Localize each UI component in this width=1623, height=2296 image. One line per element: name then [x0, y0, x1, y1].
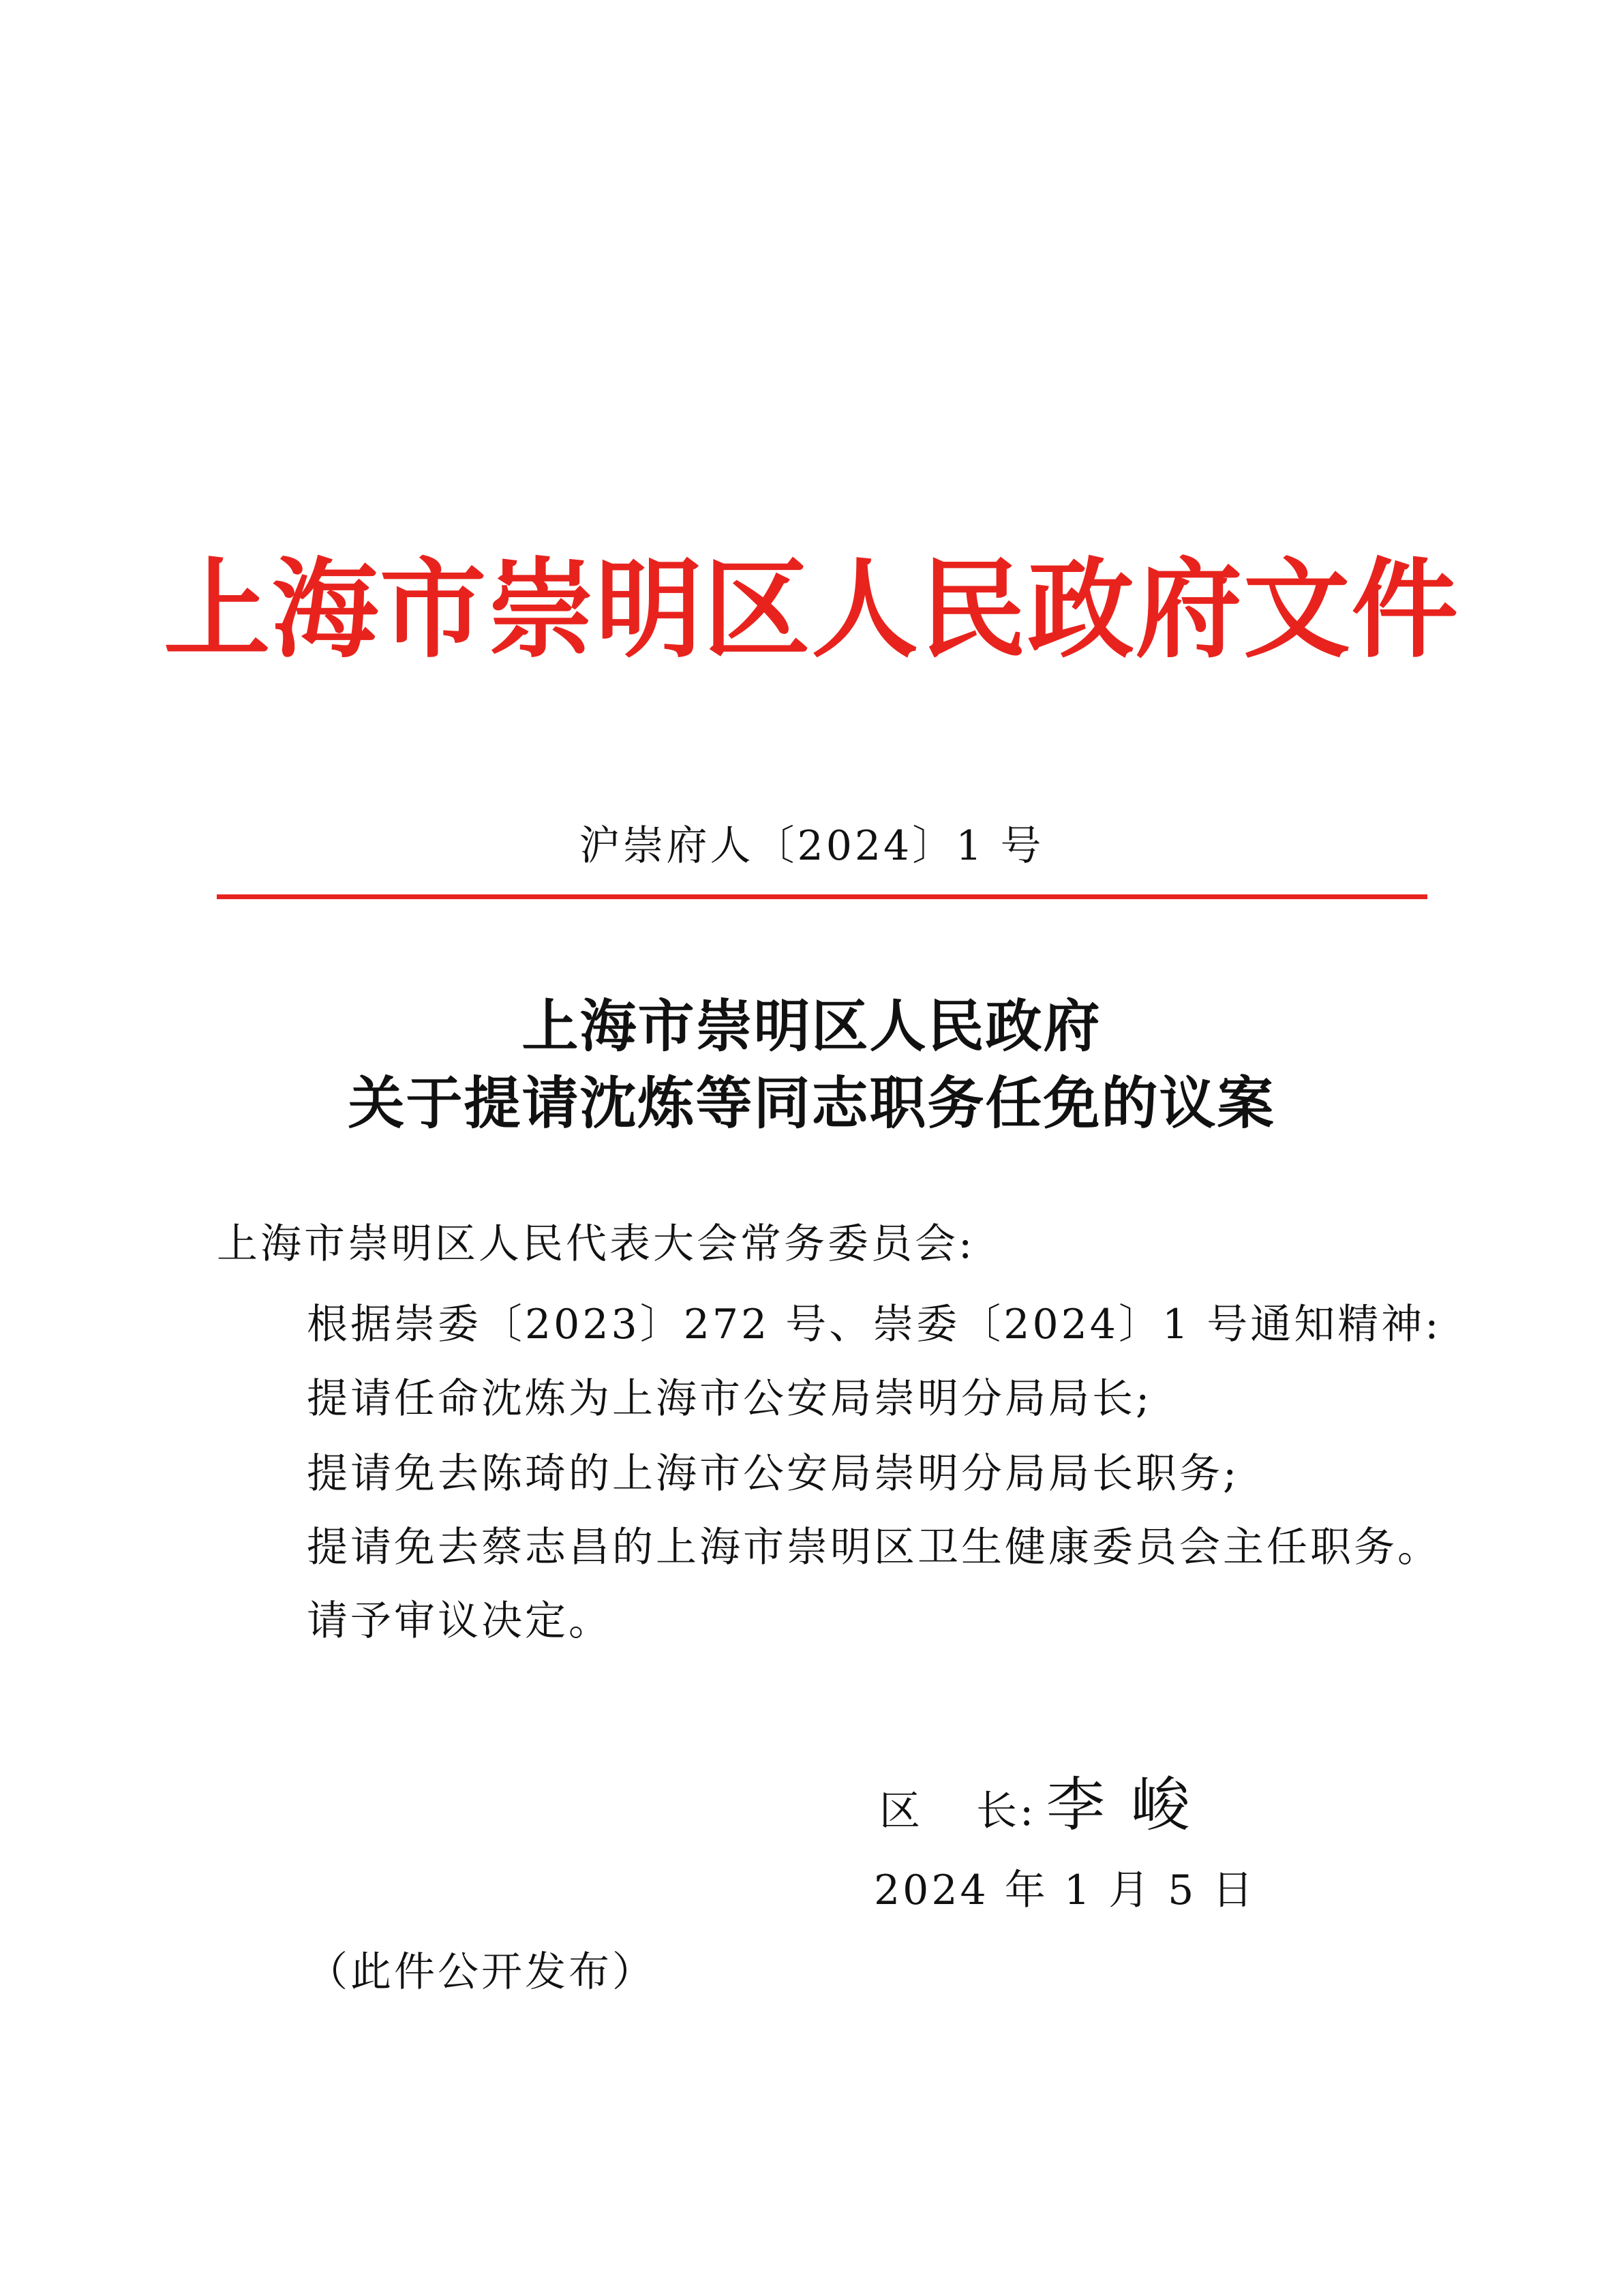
document-date: 2024 年 1 月 5 日: [874, 1867, 1256, 1914]
body-paragraph-appointment: 提请任命沈炼为上海市公安局崇明分局局长;: [307, 1375, 1153, 1423]
publish-note: （此件公开发布）: [307, 1948, 656, 1996]
document-number: 沪崇府人〔2024〕1 号: [579, 822, 1044, 870]
signature-title: [879, 1787, 1036, 1835]
document-title-line1: 上海市崇明区人民政府: [521, 993, 1102, 1059]
signature-name-char2: 峻: [1131, 1771, 1192, 1839]
red-header-title: 上海市崇明区人民政府文件: [164, 547, 1459, 673]
salutation: 上海市崇明区人民代表大会常务委员会:: [217, 1220, 975, 1268]
body-paragraph-removal-2: 提请免去蔡志昌的上海市崇明区卫生健康委员会主任职务。: [307, 1524, 1441, 1571]
body-paragraph-removal-1: 提请免去陈琦的上海市公安局崇明分局局长职务;: [307, 1450, 1240, 1498]
red-divider-line: [217, 894, 1427, 899]
document-title-line2: 关于提请沈炼等同志职务任免的议案: [348, 1070, 1275, 1136]
signature-name-char1: 李: [1046, 1771, 1108, 1839]
signature-title-char2: 长:: [976, 1787, 1037, 1835]
body-paragraph-basis: 根据崇委〔2023〕272 号、崇委〔2024〕1 号通知精神:: [307, 1301, 1442, 1348]
signature-title-char1: 区: [879, 1787, 923, 1835]
signature-name: [1046, 1771, 1192, 1839]
body-paragraph-request: 请予审议决定。: [307, 1597, 612, 1645]
